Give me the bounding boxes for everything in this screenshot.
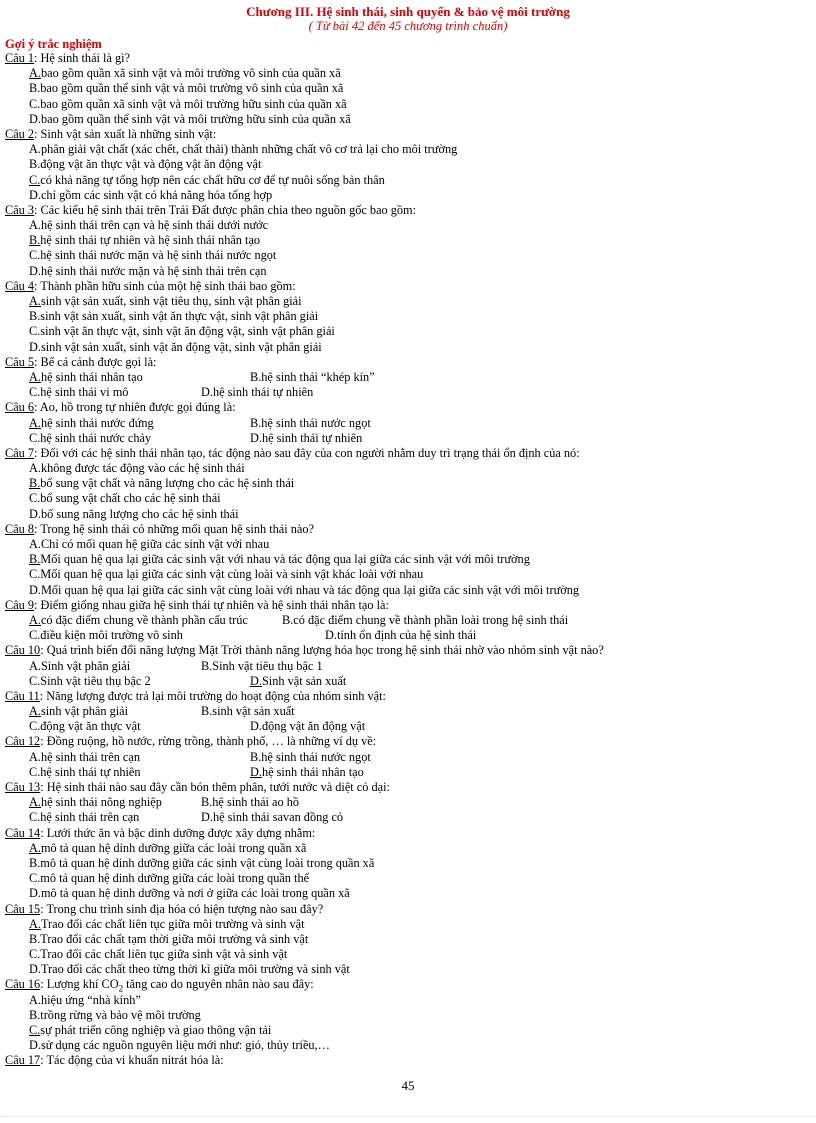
answer-option [5, 66, 805, 81]
answer-option [29, 416, 154, 430]
question-stem: Câu 16: Lượng khí $CO_2$ tăng cao do nguyên nhân nào sau đây: [5, 977, 314, 994]
option-letter: A. [29, 612, 41, 627]
answer-option [5, 173, 805, 188]
answer-option-row [5, 750, 805, 765]
option-text: bổ sung năng lượng cho các hệ sinh thái [40, 506, 239, 521]
answer-option [250, 431, 362, 446]
question-text: Tác động của vi khuẩn nitrát hóa là: [46, 1053, 224, 1068]
answer-option [5, 264, 805, 279]
option-text: sinh vật sản xuất, sinh vật tiêu thụ, sinh vật phân giải [40, 294, 302, 308]
option-letter: C. [29, 324, 41, 339]
answer-option [5, 552, 805, 567]
option-letter: A. [29, 704, 41, 719]
chapter-title: Chương III. Hệ sinh thái, sinh quyển & bảo vệ môi trường [246, 4, 570, 19]
option-letter: B. [29, 476, 41, 491]
option-letter: C. [29, 172, 41, 187]
option-letter: A. [29, 537, 41, 551]
option-text: động vật ăn thực vật và động vật ăn động vật [40, 157, 262, 172]
option-text: có đặc điểm chung về thành phần cấu trúc [40, 612, 248, 627]
option-letter: A. [29, 218, 41, 233]
option-letter: B. [29, 157, 41, 172]
option-text: Sinh vật sản xuất [261, 673, 347, 688]
option-text: mô tả quan hệ dinh dưỡng giữa các loài trong quần xã [40, 840, 307, 855]
answer-option [5, 871, 805, 886]
option-letter: D. [29, 582, 41, 597]
option-letter: C. [29, 764, 41, 779]
answer-option [29, 750, 140, 764]
option-text: sinh vật sản xuất, sinh vật ăn thực vật, sinh vật phân giải [40, 309, 319, 324]
answer-option [5, 142, 805, 157]
question-stem: Câu 1: Hệ sinh thái là gì? [5, 51, 131, 65]
question-label: Câu 13 [5, 780, 41, 794]
option-letter: D. [29, 1038, 41, 1053]
option-text: hệ sinh thái vi mô [40, 385, 129, 400]
answer-option [5, 856, 805, 871]
option-letter: A. [29, 992, 41, 1007]
answer-option [201, 704, 295, 719]
option-text: hệ sinh thái ao hồ [212, 795, 300, 810]
answer-option [29, 810, 139, 824]
question-text: Lượng khí CO [46, 977, 119, 992]
question-text: Năng lượng được trả lại môi trường do hoạt động của nhóm sinh vật: [46, 688, 386, 703]
option-letter: D. [29, 263, 41, 278]
answer-option [29, 719, 141, 733]
option-letter: B. [201, 704, 213, 719]
option-text: hệ sinh thái nông nghiệp [40, 795, 162, 810]
answer-option [250, 416, 371, 431]
answer-option-row [5, 431, 805, 446]
option-letter: C. [29, 871, 41, 886]
option-letter: C. [29, 96, 41, 111]
answer-option-row [5, 370, 805, 385]
option-letter: D. [29, 339, 41, 354]
answer-option [201, 795, 299, 810]
answer-option [5, 233, 805, 248]
answer-option-row [5, 795, 805, 810]
answer-option [201, 385, 313, 400]
answer-option [5, 294, 805, 309]
question-label: Câu 3 [5, 202, 35, 217]
answer-option [5, 112, 805, 127]
question-stem: Câu 8: Trong hệ sinh thái có những mối quan hệ sinh thái nào? [5, 521, 314, 536]
answer-option [29, 795, 162, 809]
question-stem: Câu 9: Điểm giống nhau giữa hệ sinh thái tự nhiên và hệ sinh thái nhân tạo là: [5, 597, 389, 612]
question-stem: Câu 12: Đồng ruộng, hồ nước, rừng trồng, thành phố, … là những ví dụ về: [5, 734, 377, 749]
option-letter: B. [201, 658, 213, 673]
option-text: hệ sinh thái nước đứng [40, 415, 154, 430]
option-letter: A. [29, 294, 41, 308]
option-text: phân giải vật chất (xác chết, chất thải) thành những chất vô cơ trả lại cho môi trường [40, 142, 458, 157]
option-text: bao gồm quần thể sinh vật và môi trường vô sinh của quần xã [40, 81, 344, 96]
question-stem: Câu 15: Trong chu trình sinh địa hóa có hiện tượng nào sau đây? [5, 901, 324, 916]
option-text: Trao đổi các chất liên tục giữa môi trường và sinh vật [40, 916, 305, 931]
question-label: Câu 12 [5, 734, 41, 749]
answer-option [250, 370, 375, 385]
answer-option [250, 750, 371, 765]
question-stem: Câu 10: Quá trình biến đổi năng lượng Mặt Trời thành năng lượng hóa học trong hệ sinh thái nhờ vào nhóm sinh vật nào? [5, 643, 604, 658]
option-letter: D. [29, 962, 41, 977]
option-letter: B. [29, 855, 41, 870]
answer-option [250, 674, 346, 689]
option-text: mô tả quan hệ dinh dưỡng giữa các loài trong quần thể [40, 871, 310, 886]
option-text: hệ sinh thái trên cạn [40, 810, 140, 825]
answer-option [29, 431, 151, 445]
option-text: sự phát triển công nghiệp và giao thông vận tải [40, 1023, 272, 1037]
question-label: Câu 9 [5, 597, 35, 612]
question-text: Bể cá cảnh được gọi là: [40, 354, 157, 369]
option-text: bao gồm quần thể sinh vật và môi trường hữu sinh của quần xã [40, 111, 351, 126]
question-list [5, 51, 805, 1069]
question-stem: Câu 14: Lưới thức ăn và bậc dinh dưỡng được xây dựng nhằm: [5, 825, 316, 840]
option-letter: D. [250, 673, 262, 688]
option-letter: B. [201, 795, 213, 810]
answer-option [29, 704, 128, 718]
option-letter: B. [250, 749, 262, 764]
option-text: hiệu ứng “nhà kính” [40, 992, 141, 1007]
answer-option [201, 810, 343, 825]
option-letter: A. [29, 840, 41, 855]
option-text: Chỉ có mối quan hệ giữa các sinh vật với nhau [40, 537, 270, 551]
chapter-subtitle: ( Từ bài 42 đến 45 chương trình chuẩn) [308, 19, 508, 33]
answer-option-row [5, 674, 805, 689]
answer-option [5, 97, 805, 112]
question-label: Câu 17 [5, 1053, 41, 1068]
option-letter: D. [250, 430, 262, 445]
question-stem: Câu 7: Đối với các hệ sinh thái nhân tạo, tác động nào sau đây của con người nhằm duy trì trạng thái ổn định của nó: [5, 445, 580, 460]
answer-option [5, 309, 805, 324]
option-text: sinh vật sản xuất [212, 704, 295, 719]
option-letter: C. [29, 628, 41, 643]
option-letter: C. [29, 430, 41, 445]
option-text: hệ sinh thái trên cạn và hệ sinh thái dưới nước [40, 218, 269, 233]
answer-option [5, 841, 805, 856]
option-text: Sinh vật tiêu thụ bậc 2 [40, 673, 151, 688]
page-divider [0, 1116, 816, 1117]
option-letter: A. [29, 415, 41, 430]
question-stem: Câu 5: Bể cá cảnh được gọi là: [5, 354, 157, 369]
question-text: Thành phần hữu sinh của một hệ sinh thái bao gồm: [40, 278, 296, 293]
option-text: Mối quan hệ qua lại giữa các sinh vật với nhau và tác động qua lại giữa các sinh vật với môi trường [40, 552, 530, 567]
answer-option [5, 962, 805, 977]
answer-option-row [5, 659, 805, 674]
answer-option [5, 1008, 805, 1023]
option-letter: D. [29, 506, 41, 521]
answer-option [5, 188, 805, 203]
option-text: không được tác động vào các hệ sinh thái [40, 461, 245, 476]
question-label: Câu 5 [5, 354, 35, 369]
option-text: hệ sinh thái trên cạn [40, 749, 140, 764]
option-text: Trao đổi các chất tạm thời giữa môi trường và sinh vật [40, 931, 309, 946]
question-label: Câu 14 [5, 825, 41, 840]
answer-option [5, 1038, 805, 1053]
option-letter: C. [29, 567, 41, 582]
option-text: hệ sinh thái nước ngọt [261, 749, 371, 764]
option-letter: C. [29, 810, 41, 825]
answer-option-row [5, 385, 805, 400]
question-label: Câu 8 [5, 521, 35, 536]
answer-option [5, 567, 805, 582]
option-text: Sinh vật tiêu thụ bậc 1 [212, 658, 323, 673]
option-letter: B. [29, 81, 41, 96]
answer-option [5, 340, 805, 355]
option-letter: B. [29, 931, 41, 946]
option-text: bao gồm quần xã sinh vật và môi trường vô sinh của quần xã [40, 66, 341, 81]
answer-option-row [5, 719, 805, 734]
question-stem: Câu 11: Năng lượng được trả lại môi trường do hoạt động của nhóm sinh vật: [5, 688, 386, 703]
option-letter: C. [29, 491, 41, 506]
question-text: Quá trình biến đổi năng lượng Mặt Trời thành năng lượng hóa học trong hệ sinh thái nhờ vào nhóm sinh vật nào? [46, 643, 604, 658]
option-text: hệ sinh thái tự nhiên [40, 764, 141, 779]
option-letter: A. [29, 369, 41, 384]
option-text: bao gồm quần xã sinh vật và môi trường hữu sinh của quần xã [40, 96, 347, 111]
option-letter: B. [29, 1007, 41, 1022]
answer-option [250, 765, 364, 780]
option-letter: D. [250, 719, 262, 734]
option-text: Mối quan hệ qua lại giữa các sinh vật cùng loài và sinh vật khác loài với nhau [40, 567, 424, 582]
answer-option [5, 218, 805, 233]
option-text: hệ sinh thái tự nhiên [212, 385, 314, 400]
option-text: sinh vật phân giải [40, 704, 129, 719]
answer-option [5, 507, 805, 522]
option-text: sử dụng các nguồn nguyên liệu mới như: gió, thủy triều,… [40, 1038, 330, 1053]
option-letter: B. [29, 552, 41, 567]
question-label: Câu 7 [5, 445, 35, 460]
answer-option [5, 157, 805, 172]
option-letter: B. [250, 415, 262, 430]
answer-option [5, 461, 805, 476]
question-stem: Câu 6: Ao, hồ trong tự nhiên được gọi đúng là: [5, 400, 236, 415]
answer-option [29, 370, 143, 384]
option-letter: A. [29, 658, 41, 673]
answer-option [5, 537, 805, 552]
question-text: Đối với các hệ sinh thái nhân tạo, tác động nào sau đây của con người nhằm duy trì trạng thái ổn định của nó: [40, 445, 580, 460]
option-letter: C. [29, 947, 41, 962]
option-letter: C. [29, 248, 41, 263]
answer-option [5, 324, 805, 339]
option-letter: C. [29, 1023, 41, 1037]
option-text: hệ sinh thái nước mặn và hệ sinh thái nước ngọt [40, 248, 277, 263]
option-letter: D. [29, 111, 41, 126]
option-letter: D. [250, 764, 262, 779]
question-label: Câu 11 [5, 688, 40, 703]
option-text: động vật ăn thực vật [40, 719, 141, 734]
answer-option [29, 659, 130, 673]
question-text: Trong chu trình sinh địa hóa có hiện tượng nào sau đây? [46, 901, 324, 916]
option-text: hệ sinh thái nước chảy [40, 430, 152, 445]
question-stem: Câu 2: Sinh vật sản xuất là những sinh vật: [5, 126, 217, 141]
option-text: chỉ gồm các sinh vật có khả năng hóa tổng hợp [40, 187, 273, 202]
option-text: hệ sinh thái savan đồng cỏ [212, 810, 344, 825]
answer-option-row [5, 810, 805, 825]
question-label: Câu 2 [5, 126, 35, 141]
option-letter: D. [201, 810, 213, 825]
answer-option [5, 1023, 805, 1038]
option-letter: B. [29, 233, 41, 248]
option-text: có đặc điểm chung về thành phần loài trong hệ sinh thái [293, 612, 569, 627]
option-text: mô tả quan hệ dinh dưỡng giữa các sinh vật cùng loài trong quần xã [40, 855, 375, 870]
question-text: Hệ sinh thái là gì? [40, 51, 131, 65]
answer-option [5, 886, 805, 901]
answer-option [29, 385, 128, 399]
option-text: động vật ăn động vật [261, 719, 366, 734]
option-letter: A. [29, 749, 41, 764]
option-text: Mối quan hệ qua lại giữa các sinh vật cùng loài với nhau và tác động qua lại giữa các sinh vật với môi trường [40, 582, 580, 597]
option-text: hệ sinh thái nước ngọt [261, 415, 371, 430]
answer-option [29, 674, 151, 688]
option-text: Sinh vật phân giải [40, 658, 131, 673]
option-text: bổ sung vật chất và năng lượng cho các hệ sinh thái [40, 476, 295, 491]
answer-option-row [5, 613, 805, 628]
option-text: hệ sinh thái “khép kín” [261, 369, 375, 384]
question-text: Hệ sinh thái nào sau đây cần bón thêm phân, tưới nước và diệt cỏ dại: [46, 780, 390, 794]
option-text: điều kiện môi trường vô sinh [40, 628, 183, 643]
question-text: Lưới thức ăn và bậc dinh dưỡng được xây dựng nhằm: [46, 825, 316, 840]
question-stem: Câu 3: Các kiểu hệ sinh thái trên Trái Đất được phân chia theo nguồn gốc bao gồm: [5, 202, 417, 217]
option-letter: B. [29, 309, 41, 324]
answer-option [5, 491, 805, 506]
question-text-after: tăng cao do nguyên nhân nào sau đây: [123, 977, 314, 992]
page-number: 45 [401, 1078, 415, 1093]
option-text: mô tả quan hệ dinh dưỡng và nơi ở giữa các loài trong quần xã [40, 886, 350, 901]
option-letter: C. [29, 719, 41, 734]
option-letter: B. [250, 369, 262, 384]
option-text: có khả năng tự tổng hợp nên các chất hữu cơ để tự nuôi sống bản thân [40, 172, 385, 187]
question-stem: Câu 4: Thành phần hữu sinh của một hệ sinh thái bao gồm: [5, 278, 296, 293]
option-text: bổ sung vật chất cho các hệ sinh thái [40, 491, 221, 506]
question-label: Câu 15 [5, 901, 41, 916]
option-letter: A. [29, 142, 41, 157]
answer-option [5, 476, 805, 491]
question-text: Ao, hồ trong tự nhiên được gọi đúng là: [39, 400, 236, 415]
option-text: hệ sinh thái nước mặn và hệ sinh thái trên cạn [40, 263, 267, 278]
answer-option [5, 583, 805, 598]
answer-option [325, 628, 476, 643]
option-text: hệ sinh thái tự nhiên [261, 430, 363, 445]
section-heading: Gợi ý trắc nghiệm [5, 37, 102, 51]
option-text: sinh vật ăn thực vật, sinh vật ăn động vật, sinh vật phân giải [40, 324, 335, 339]
option-letter: D. [29, 187, 41, 202]
answer-option-row [5, 416, 805, 431]
question-label: Câu 10 [5, 643, 41, 658]
option-text: trồng rừng và bảo vệ môi trường [40, 1007, 201, 1022]
question-label: Câu 6 [5, 400, 35, 415]
answer-option [5, 81, 805, 96]
answer-option [5, 917, 805, 932]
answer-option [250, 719, 365, 734]
answer-option [29, 613, 248, 627]
answer-option-row [5, 765, 805, 780]
question-label: Câu 4 [5, 278, 35, 293]
answer-option [282, 613, 568, 628]
answer-option-row [5, 704, 805, 719]
question-text: Sinh vật sản xuất là những sinh vật: [40, 126, 217, 141]
option-text: tính ổn định của hệ sinh thái [336, 628, 477, 643]
question-label: Câu 16 [5, 977, 41, 992]
option-letter: D. [325, 628, 337, 643]
question-text: Điểm giống nhau giữa hệ sinh thái tự nhiên và hệ sinh thái nhân tạo là: [40, 597, 389, 612]
answer-option [5, 947, 805, 962]
answer-option [29, 628, 183, 642]
answer-option [5, 248, 805, 263]
option-letter: A. [29, 795, 41, 810]
option-letter: B. [282, 612, 294, 627]
question-label: Câu 1 [5, 51, 35, 65]
question-text: Các kiểu hệ sinh thái trên Trái Đất được phân chia theo nguồn gốc bao gồm: [40, 202, 417, 217]
question-stem: Câu 17: Tác động của vi khuẩn nitrát hóa là: [5, 1053, 224, 1068]
option-text: sinh vật sản xuất, sinh vật ăn động vật, sinh vật phân giải [40, 339, 322, 354]
answer-option [29, 765, 141, 779]
option-text: hệ sinh thái tự nhiên và hệ sinh thái nhân tạo [40, 233, 261, 248]
answer-option [5, 993, 805, 1008]
option-text: Trao đổi các chất liên tục giữa sinh vật và sinh vật [40, 947, 288, 962]
answer-option-row [5, 628, 805, 643]
answer-option [201, 659, 323, 674]
option-letter: C. [29, 673, 41, 688]
answer-option [5, 932, 805, 947]
question-text: Đồng ruộng, hồ nước, rừng trồng, thành phố, … là những ví dụ về: [46, 734, 377, 749]
option-text: Trao đổi các chất theo từng thời kì giữa môi trường và sinh vật [40, 962, 350, 977]
option-text: hệ sinh thái nhân tạo [40, 369, 143, 384]
option-letter: A. [29, 66, 41, 81]
subscript: 2 [118, 983, 124, 994]
question-text: Trong hệ sinh thái có những mối quan hệ sinh thái nào? [40, 521, 314, 536]
option-letter: D. [201, 385, 213, 400]
question-stem: Câu 13: Hệ sinh thái nào sau đây cần bón thêm phân, tưới nước và diệt cỏ dại: [5, 780, 390, 794]
option-letter: C. [29, 385, 41, 400]
option-text: hệ sinh thái nhân tạo [261, 764, 364, 779]
option-letter: A. [29, 916, 41, 931]
option-letter: A. [29, 461, 41, 476]
option-letter: D. [29, 886, 41, 901]
